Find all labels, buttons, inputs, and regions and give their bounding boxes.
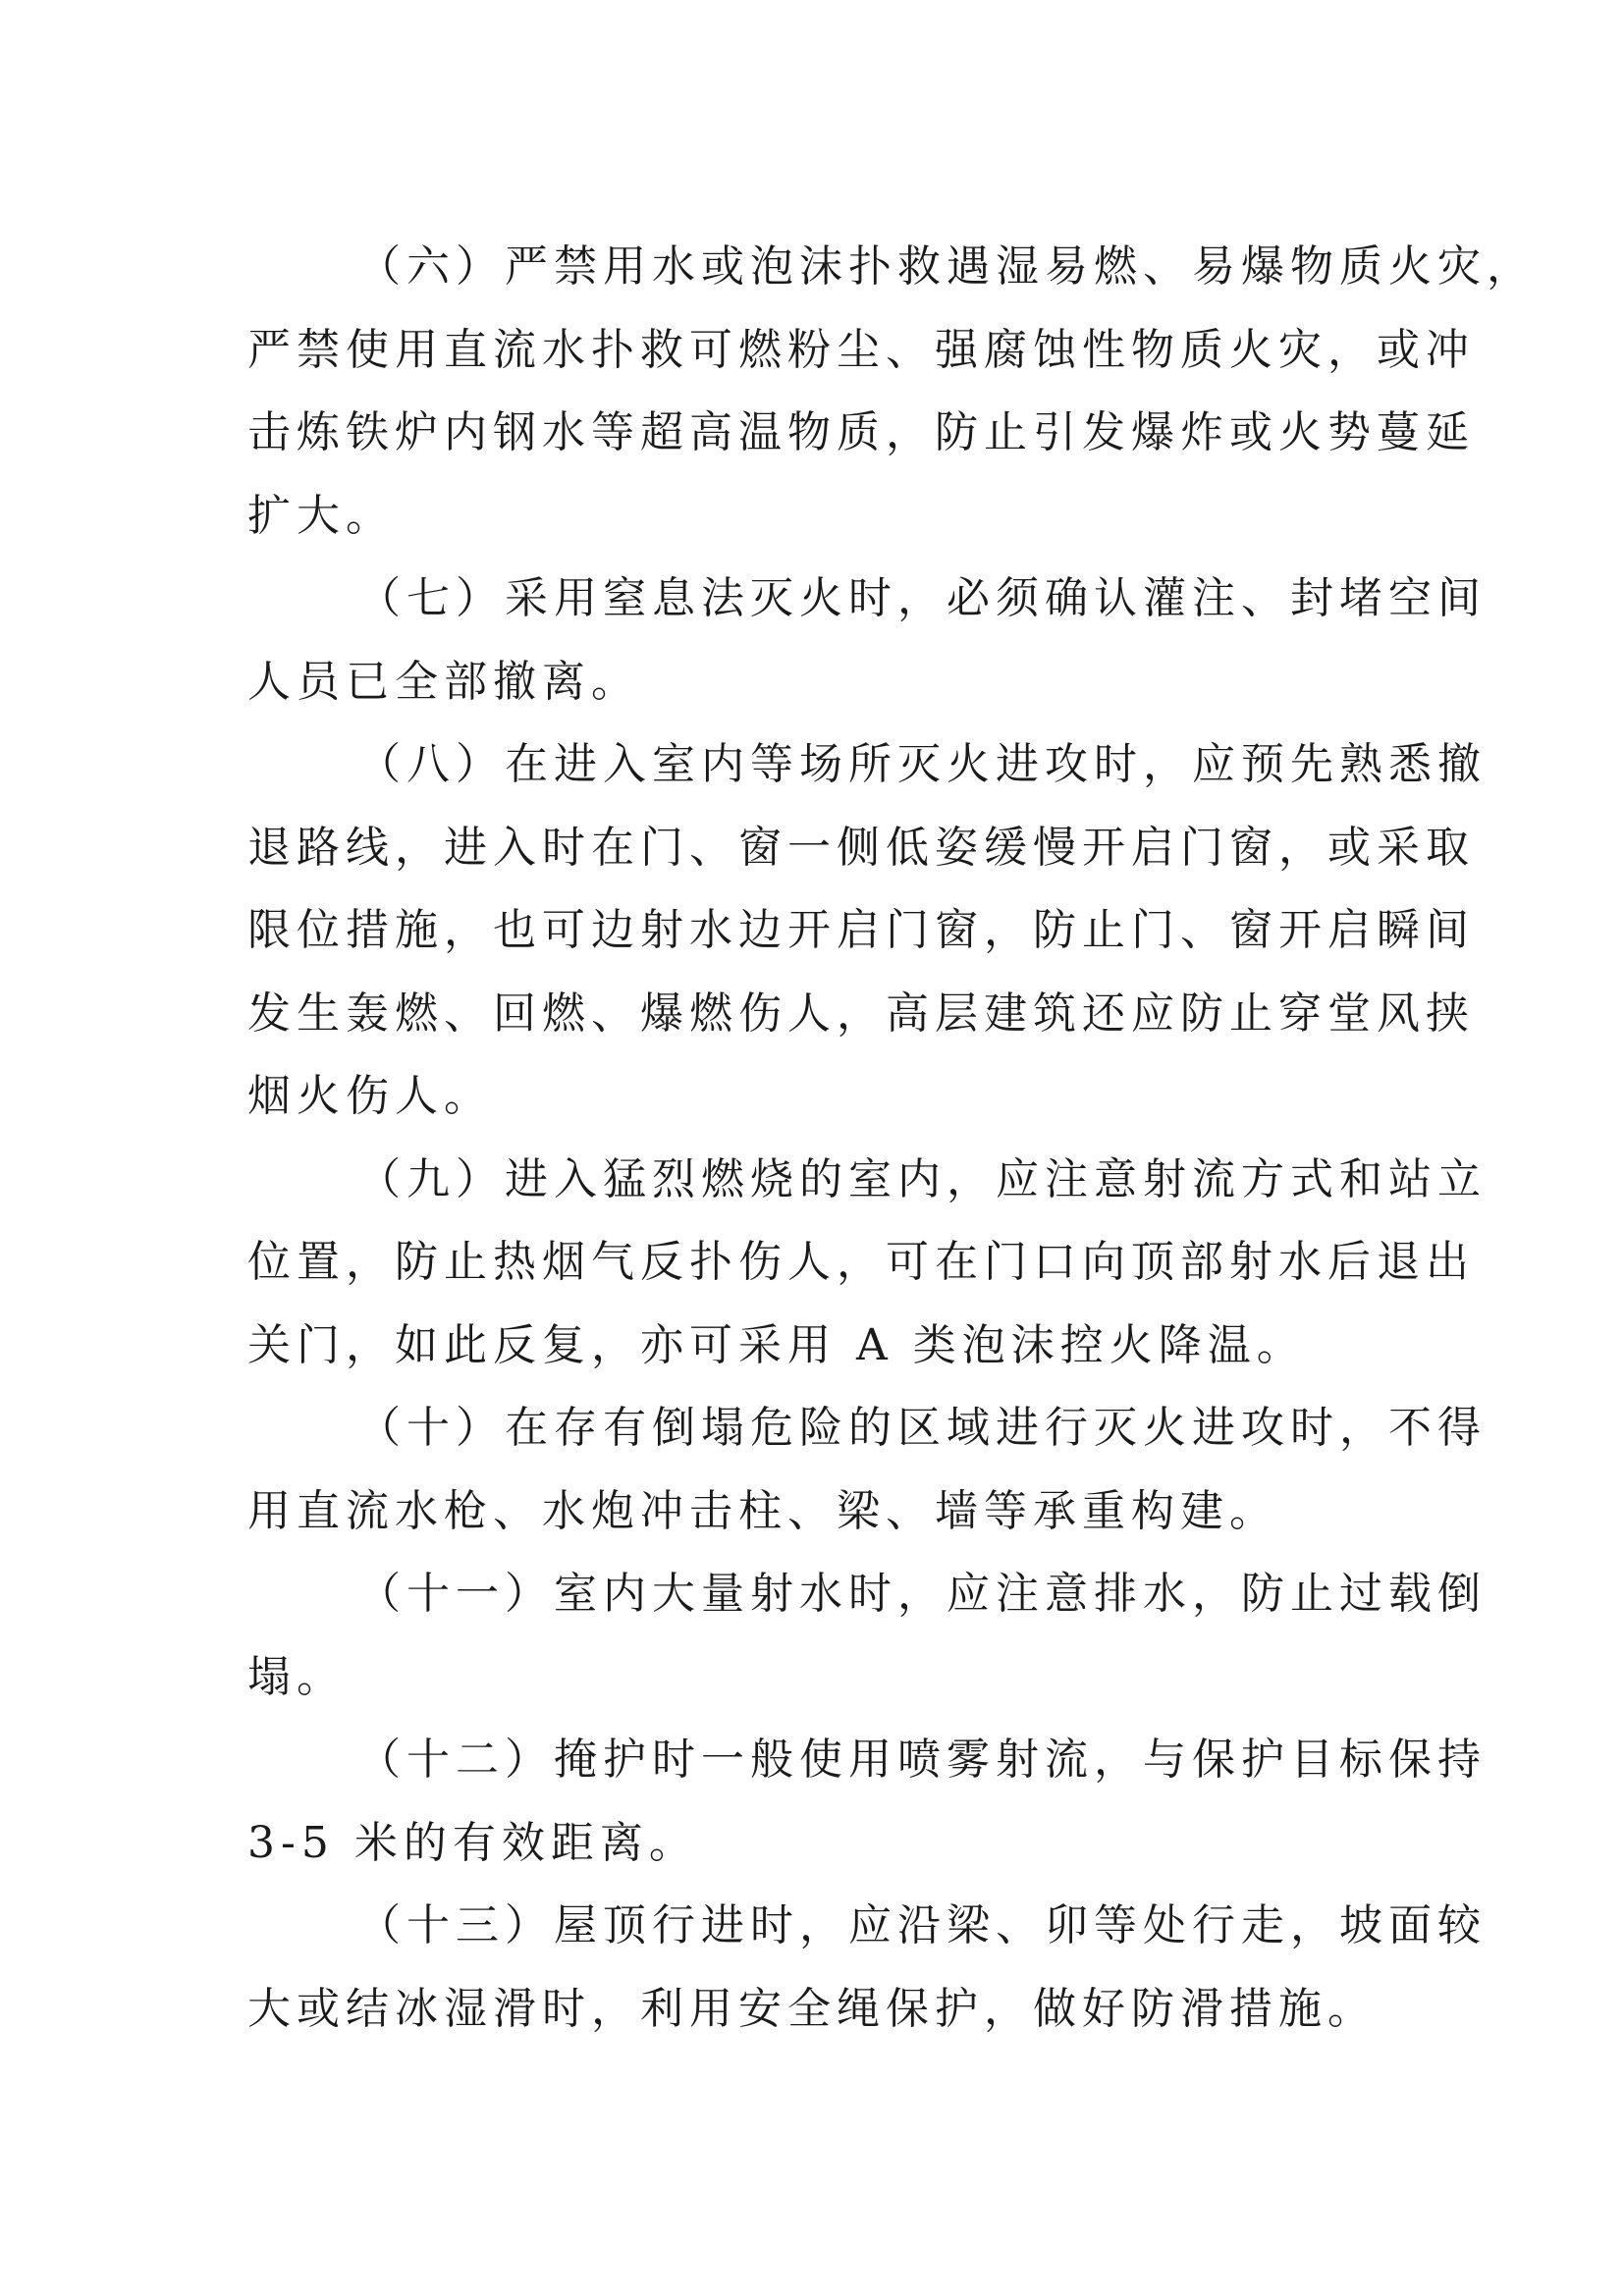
document-page — [247, 226, 1536, 2051]
paragraph-line: 关门，如此反复，亦可采用 A 类泡沫控火降温。 — [247, 1319, 1306, 1370]
paragraph-10 — [247, 1387, 1487, 1553]
paragraph-line: 位置，防止热烟气反扑伤人，可在门口向顶部射水后退出 — [247, 1237, 1475, 1287]
paragraph-12 — [247, 1719, 1487, 1885]
paragraph-line: 扩大。 — [247, 490, 395, 541]
paragraph-line: （十）在存有倒塌危险的区域进行灭火进攻时，不得 — [357, 1403, 1487, 1453]
paragraph-line: （十三）屋顶行进时，应沿梁、卯等处行走，坡面较 — [357, 1900, 1487, 1950]
paragraph-line: 限位措施，也可边射水边开启门窗，防止门、窗开启瞬间 — [247, 905, 1475, 955]
paragraph-11 — [247, 1553, 1487, 1719]
paragraph-9 — [247, 1139, 1487, 1388]
paragraph-8 — [247, 723, 1487, 1139]
paragraph-line: 用直流水枪、水炮冲击柱、梁、墙等承重构建。 — [247, 1485, 1278, 1536]
paragraph-line: 退路线，进入时在门、窗一侧低姿缓慢开启门窗，或采取 — [247, 822, 1475, 873]
paragraph-line: 烟火伤人。 — [247, 1071, 493, 1121]
paragraph-line: 大或结冰湿滑时，利用安全绳保护，做好防滑措施。 — [247, 1983, 1377, 2034]
paragraph-line: 严禁使用直流水扑救可燃粉尘、强腐蚀性物质火灾，或冲 — [247, 324, 1475, 375]
paragraph-line: （十一）室内大量射水时，应注意排水，防止过载倒 — [357, 1569, 1487, 1619]
paragraph-line: （七）采用窒息法灭火时，必须确认灌注、封堵空间 — [357, 573, 1487, 623]
paragraph-7 — [247, 558, 1487, 723]
paragraph-line: 击炼铁炉内钢水等超高温物质，防止引发爆炸或火势蔓延 — [247, 407, 1475, 457]
paragraph-line: （十二）掩护时一般使用喷雾射流，与保护目标保持 — [357, 1735, 1487, 1785]
paragraph-6 — [247, 226, 1536, 558]
paragraph-line: （六）严禁用水或泡沫扑救遇湿易燃、易爆物质火灾， — [357, 241, 1536, 292]
paragraph-line: 塌。 — [247, 1651, 346, 1702]
paragraph-line: 人员已全部撤离。 — [247, 656, 640, 707]
paragraph-line: 3-5 米的有效距离。 — [247, 1817, 698, 1868]
paragraph-13 — [247, 1885, 1487, 2051]
paragraph-line: 发生轰燃、回燃、爆燃伤人，高层建筑还应防止穿堂风挟 — [247, 988, 1475, 1039]
paragraph-line: （九）进入猛烈燃烧的室内，应注意射流方式和站立 — [357, 1153, 1487, 1204]
paragraph-line: （八）在进入室内等场所灭火进攻时，应预先熟悉撤 — [357, 739, 1487, 789]
